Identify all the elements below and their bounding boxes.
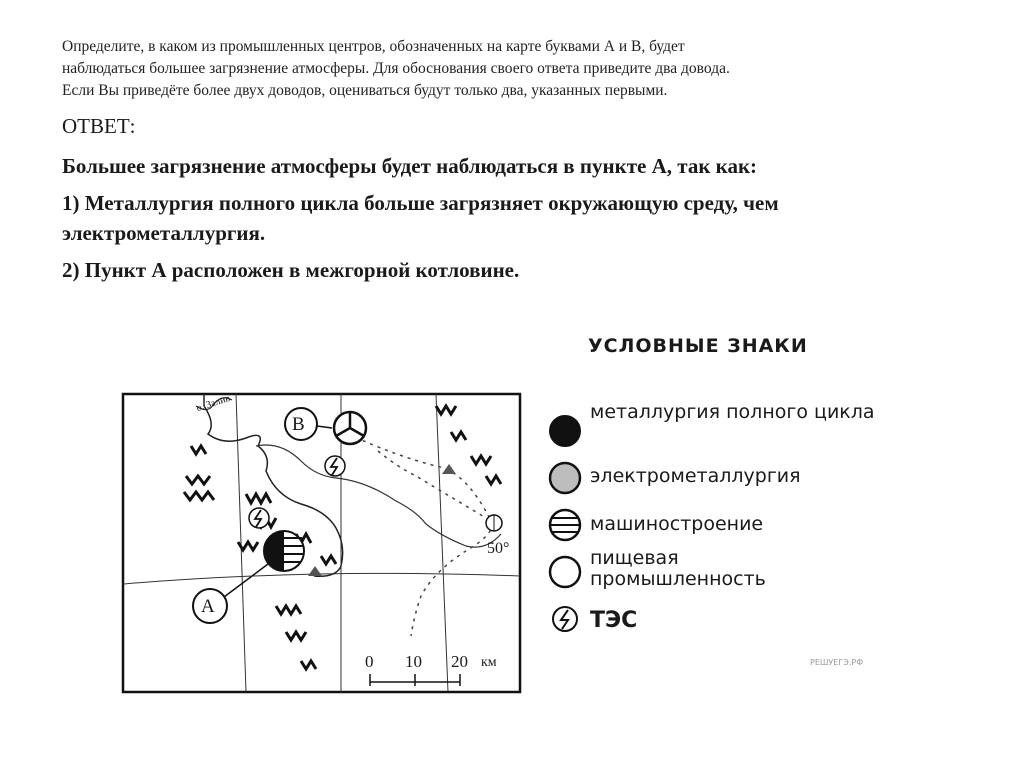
answer-line-3: 2) Пункт А расположен в межгорной котловине. — [62, 258, 520, 282]
question-line-2: наблюдаться большее загрязнение атмосферы. Для обоснования своего ответа приведите два довода. — [62, 60, 730, 77]
scale-tick-20: 20 — [451, 652, 468, 671]
point-a-industry-icon — [264, 531, 304, 571]
legend-icon-electrometallurgy — [550, 463, 580, 493]
watermark: РЕШУЕГЭ.РФ — [810, 658, 864, 667]
legend-title: УСЛОВНЫЕ ЗНАКИ — [588, 335, 808, 357]
tes-icon — [249, 508, 269, 528]
question-line-1: Определите, в каком из промышленных центров, обозначенных на карте буквами А и В, будет — [62, 38, 685, 55]
tes-icon — [325, 456, 345, 476]
legend-label-tes: ТЭС — [590, 608, 638, 633]
map-frame — [123, 394, 520, 692]
legend-icon-tes — [553, 607, 577, 631]
longitude-label: 50° — [487, 540, 510, 557]
answer-line-1: Большее загрязнение атмосферы будет наблюдаться в пункте А, так как: — [62, 154, 758, 178]
legend-label-electrometallurgy: электрометаллургия — [590, 465, 801, 487]
point-b-industry-icon — [334, 412, 366, 444]
legend-label-food-industry: пищевая промышленность — [590, 547, 766, 590]
scale-tick-10: 10 — [405, 652, 422, 671]
scale-tick-0: 0 — [365, 652, 374, 671]
food-industry-icon — [486, 515, 502, 531]
legend-icon-food-industry — [550, 557, 580, 587]
bay-label: о. Залив — [195, 392, 232, 415]
question-text — [62, 36, 962, 102]
answer-line-2: 1) Металлургия полного цикла больше загрязняет окружающую среду, чем электрометаллургия. — [62, 191, 779, 245]
legend-icon-machine-building — [550, 510, 580, 540]
legend-icon-metallurgy — [550, 416, 580, 446]
scale-unit: км — [481, 655, 497, 670]
point-b-label: В — [292, 414, 305, 435]
map-figure — [96, 306, 886, 706]
legend-label-metallurgy: металлургия полного цикла — [590, 401, 875, 423]
point-a-label: А — [201, 596, 215, 617]
legend-label-machine-building: машиностроение — [590, 513, 764, 535]
question-line-3: Если Вы приведёте более двух доводов, оцениваться будут только два, указанных первыми. — [62, 82, 668, 99]
answer-label: ОТВЕТ: — [62, 114, 136, 138]
